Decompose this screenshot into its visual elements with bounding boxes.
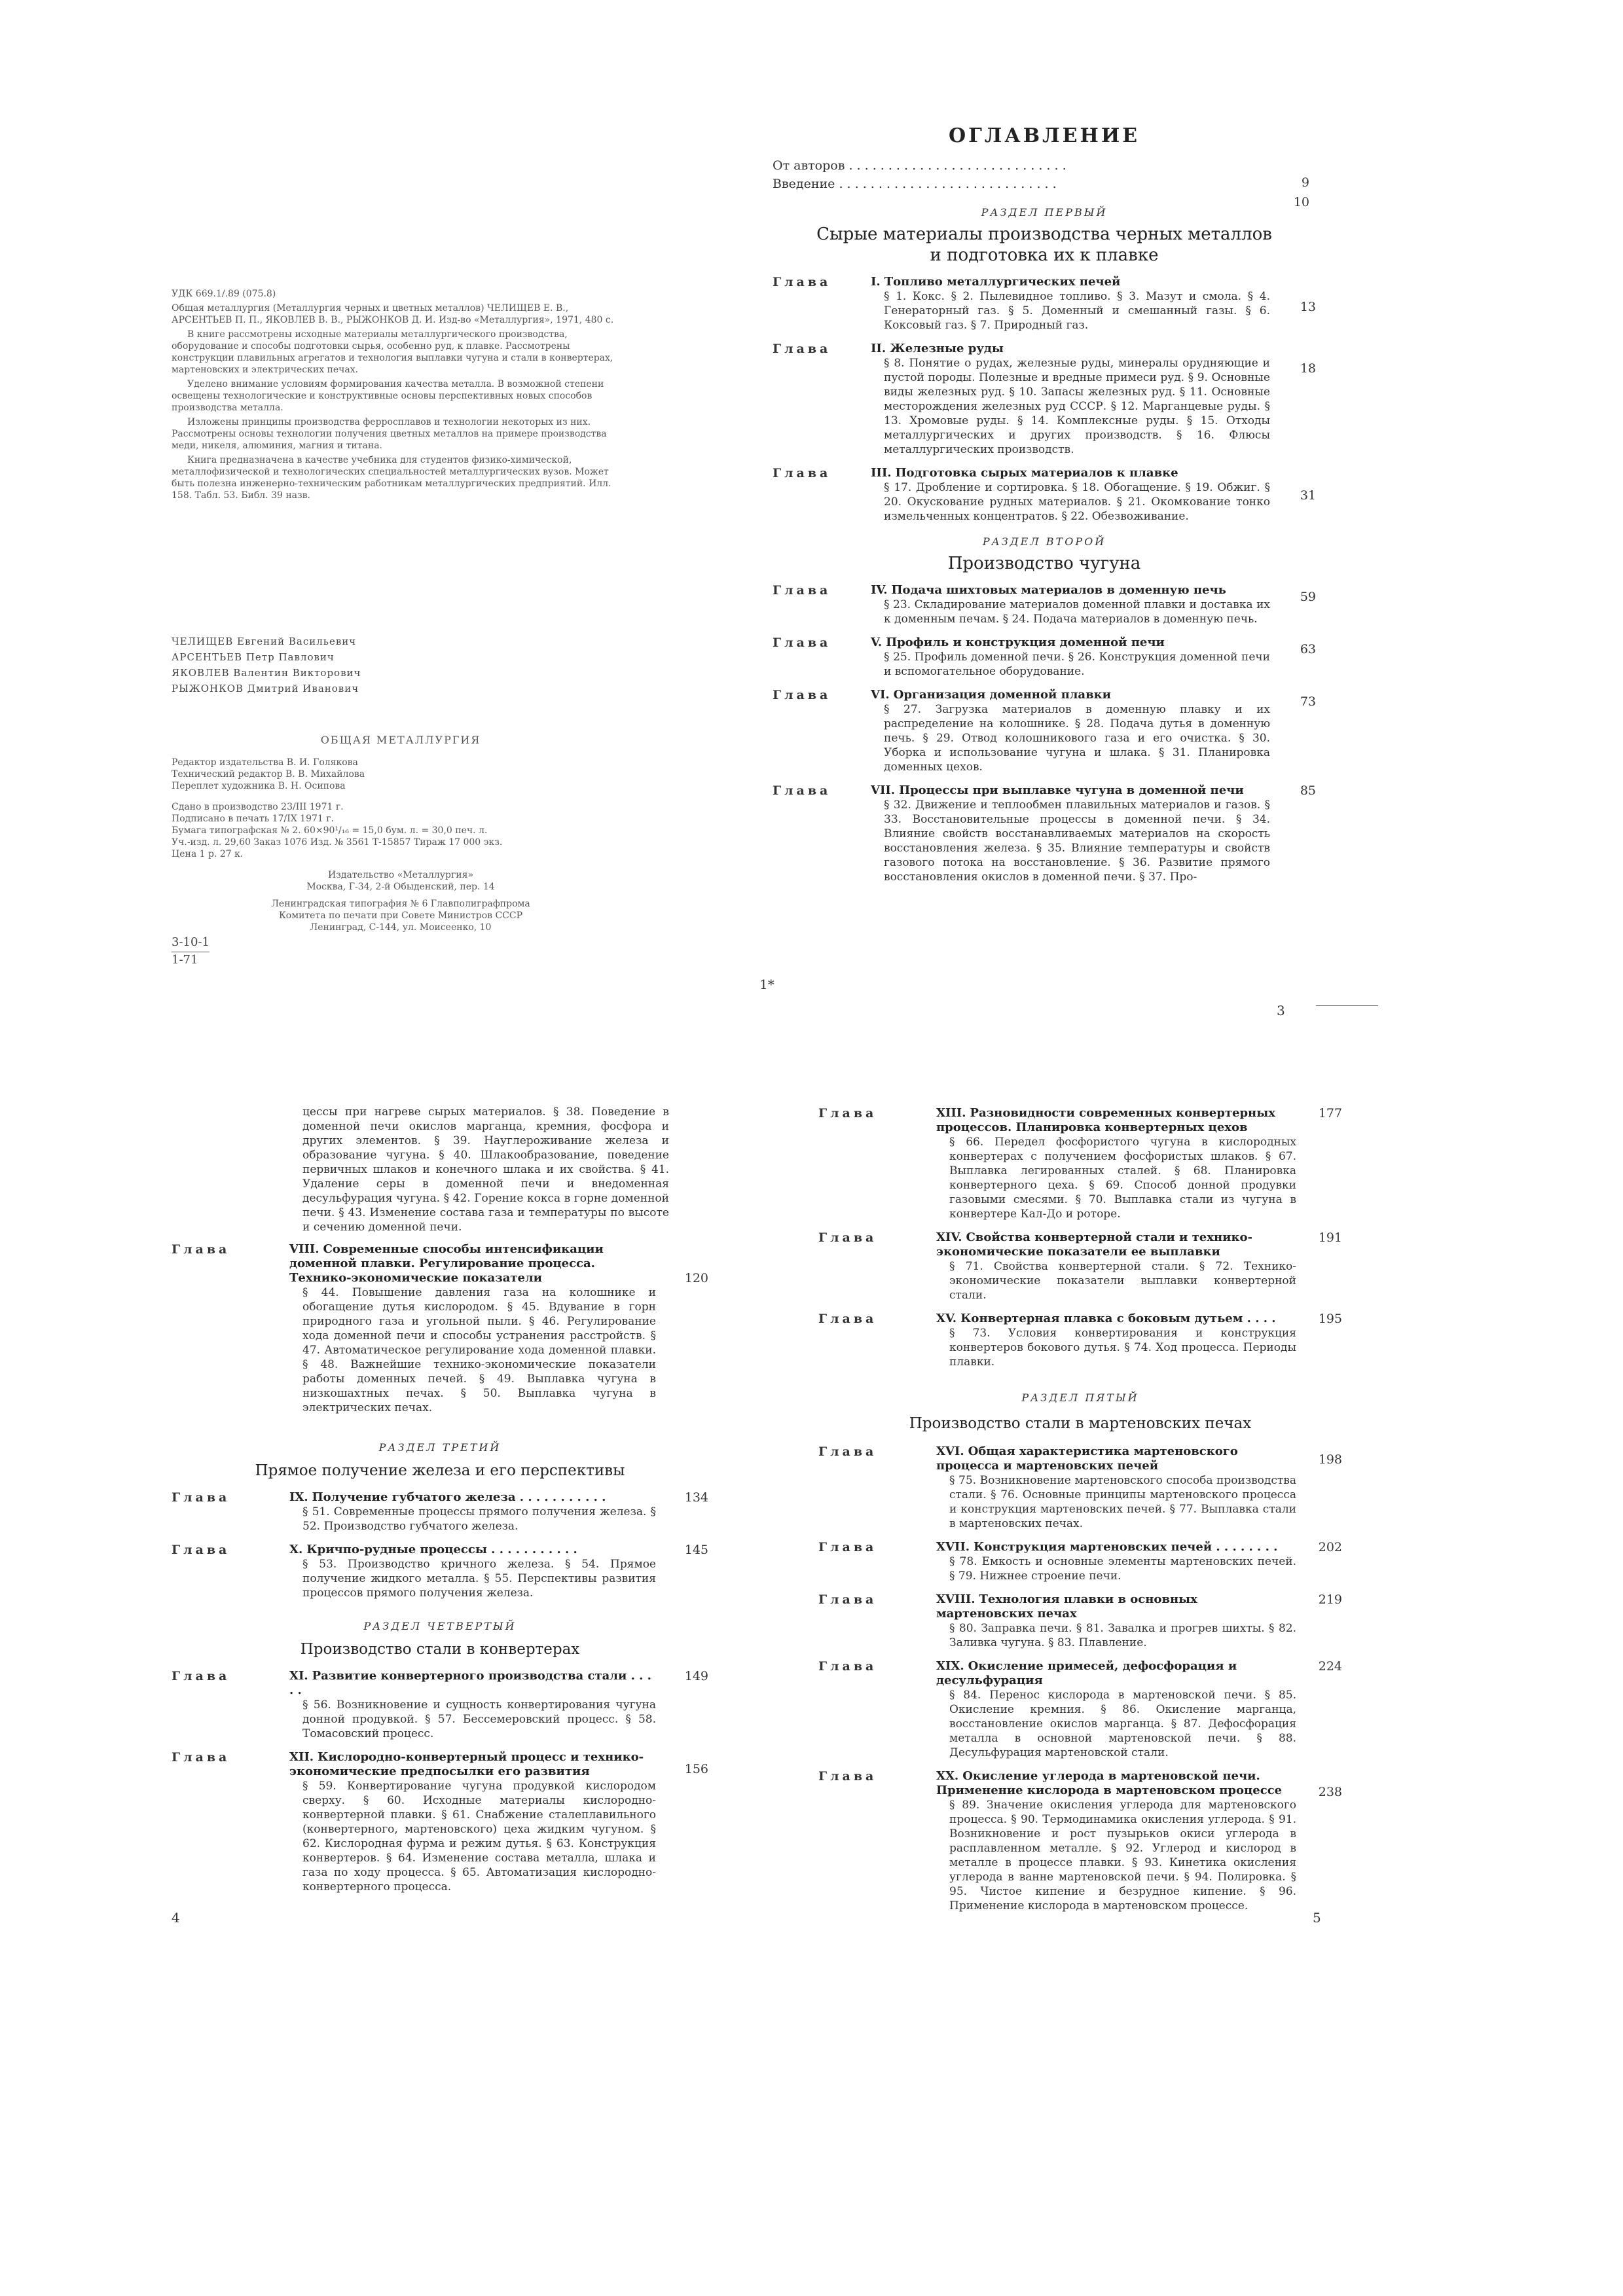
chapter-number: II. [871,342,886,355]
page-number: 59 [1300,590,1316,604]
toc-page-3 [773,124,1316,893]
chapter-title: XVII. Конструкция мартеновских печей . . . . . . . . [936,1540,1278,1554]
chapter-number: V. [871,636,883,649]
section-title: Прямое получение железа и его перспективы [255,1462,625,1479]
chapter-entry [818,1230,1342,1302]
chapter-title [289,1242,656,1285]
print-info-line: Подписано в печать 17/IX 1971 г. [172,814,335,824]
chapter-number: XV. [936,1312,957,1325]
chapter-paragraphs: § 78. Емкость и основные элементы мартеновских печей. § 79. Нижнее строение печи. [949,1555,1296,1583]
publisher-line: Издательство «Металлургия» [327,870,474,880]
chapter-number: XIV. [936,1230,962,1244]
catalog-code-top: 3-10-1 [172,935,210,952]
chapter-paragraphs: § 75. Возникновение мартеновского способа производства стали. § 76. Основные принципы мартеновского процесса и конструкция мартеновских печей. § 77. Выплавка стали в мартеновских печах. [949,1474,1296,1530]
page-number: 120 [684,1271,708,1285]
front-label: От авторов [773,158,845,173]
section-title: Сырые материалы производства черных металлов и подготовка их к плавке [816,224,1272,265]
udk-code: УДК 669.1/.89 (075.8) [172,289,276,299]
chapter-paragraphs: § 84. Перенос кислорода в мартеновской печи. § 85. Окисление кремния. § 86. Окисление марганца, восстановление окислов марганца. § 87. Дефосфорация металла в основной мартеновской печи. § 88. Десульфурация мартеновской стали. [949,1689,1296,1759]
chapter-entry [818,1444,1342,1531]
section-title: Производство стали в мартеновских печах [909,1415,1252,1432]
glava-label: Глава [172,1669,230,1683]
imprint-abstract-block [172,288,630,501]
chapter-number: XI. [289,1669,308,1683]
chapter-number: I. [871,275,881,289]
chapter-title-text: Подача шихтовых материалов в доменную печь [891,583,1226,597]
chapter-paragraphs: § 80. Заправка печи. § 81. Завалка и прогрев шихты. § 82. Заливка чугуна. § 83. Плавление. [949,1622,1296,1649]
dot-leader: . . . . . . . . . . . . . . . . . . . . . . . . . . . . [839,177,1057,191]
page-number: 191 [1318,1230,1342,1245]
chapter-title-text: Развитие конвертерного производства стали [312,1669,627,1683]
chapter-entry [773,466,1316,524]
chapter-title-text: Конструкция мартеновских печей [974,1540,1213,1554]
printer-line: Ленинградская типография № 6 Главполиграфпрома [271,899,530,909]
glava-label: Глава [773,688,831,702]
toc-page-4 [172,1105,708,1903]
chapter-title-text: Конвертерная плавка с боковым дутьем [960,1312,1243,1325]
chapter-entry [818,1592,1342,1650]
chapter-title-text: Кислородно-конвертерный процесс и технико-экономические предпосылки его развития [289,1750,644,1778]
chapter-title: X. Кричпо-рудные процессы . . . . . . . . . . . [289,1543,577,1556]
page-number: 224 [1318,1659,1342,1674]
chapter-title-text: Окисление углерода в мартеновской печи. Применение кислорода в мартеновском процессе [936,1769,1283,1797]
glava-label: Глава [818,1769,877,1784]
publication-details [172,734,630,933]
chapter-title-text: Топливо металлургических печей [884,275,1121,289]
page-folio: 5 [1313,1910,1321,1926]
chapter-entry [773,783,1316,884]
chapter-entry [773,688,1316,774]
chapter-number: III. [871,466,892,480]
chapter-paragraphs: § 25. Профиль доменной печи. § 26. Конструкция доменной печи и вспомогательное оборудование. [884,651,1270,678]
author-name: ЧЕЛИЩЕВ Евгений Васильевич [172,636,357,647]
glava-label: Глава [773,342,831,356]
page-number: 18 [1300,361,1316,376]
glava-label: Глава [172,1543,230,1557]
page-number: 9 [1301,175,1309,190]
chapter-paragraphs: § 51. Современные процессы прямого получения железа. § 52. Производство губчатого железа. [302,1505,656,1533]
section-title: Производство стали в конвертерах [300,1641,580,1658]
page-number: 31 [1300,488,1316,503]
publisher-line: Москва, Г-34, 2-й Обыденский, пер. 14 [306,882,495,892]
glava-label: Глава [773,275,831,289]
glava-label: Глава [818,1444,877,1459]
chapter-entry [172,1543,708,1600]
chapter-title [936,1444,1296,1473]
chapter-paragraphs: § 66. Передел фосфористого чугуна в кислородных конвертерах с получением фосфористых шлаков. § 67. Выплавка легированных сталей. § 68. Планировка конвертерного цеха. § 69. Способ донной продувки газовыми смесями. § 70. Выплавка стали из чугуна в конвертере Кал-До и роторе. [949,1136,1296,1221]
chapter-title-text: Современные способы интенсификации доменной плавки. Регулирование процесса. Технико-экономические показатели [289,1242,604,1285]
chapter-paragraphs: § 56. Возникновение и сущность конвертирования чугуна донной продувкой. § 57. Бессемеровский процесс. § 58. Томасовский процесс. [302,1698,656,1740]
chapter-title: XV. Конвертерная плавка с боковым дутьем . . . . [936,1312,1276,1325]
page-number: 195 [1318,1312,1342,1326]
chapter-entry [818,1769,1342,1913]
toc-page-5 [818,1106,1342,1922]
chapter-number: XIX. [936,1659,964,1673]
glava-label: Глава [818,1540,877,1554]
section-title: Производство чугуна [947,554,1141,573]
chapter-entry [172,1242,708,1415]
chapter-entry [818,1106,1342,1221]
staff-line: Технический редактор В. В. Михайлова [172,769,365,780]
glava-label: Глава [172,1490,230,1505]
page-number: 149 [684,1669,708,1683]
chapter-paragraphs: § 71. Свойства конвертерной стали. § 72. Технико-экономические показатели выплавки конвертерной стали. [949,1260,1296,1302]
chapter-title-text: Технология плавки в основных мартеновских печах [936,1592,1197,1621]
chapter-title-text: Процессы при выплавке чугуна в доменной печи [899,783,1244,797]
page-number: 85 [1300,783,1316,798]
staff-line: Редактор издательства В. И. Голякова [172,757,358,768]
chapter-number: XVII. [936,1540,970,1554]
page-number: 13 [1300,300,1316,314]
page-divider [1316,1005,1378,1006]
imprint-page [172,288,630,504]
chapter-entry [773,275,1316,332]
chapter-number: IX. [289,1490,308,1504]
chapter-entry [773,636,1316,679]
chapter-paragraphs: § 23. Складирование материалов доменной плавки и доставка их к доменным печам. § 24. Подача материалов в доменную печь. [884,598,1270,626]
glava-label: Глава [773,466,831,480]
chapter-title-text: Кричпо-рудные процессы [306,1543,487,1556]
chapter-title-text: Свойства конвертерной стали и технико-экономические показатели ее выплавки [936,1230,1252,1259]
chapter-paragraphs: § 44. Повышение давления газа на колошнике и обогащение дутья кислородом. § 45. Вдувание в горн природного газа и угольной пыли. § 46. Регулирование хода доменной печи и способы устранения расстройств. § 47. Автоматическое регулирование хода доменной плавки. § 48. Важнейшие технико-экономические показатели работы доменных печей. § 49. Выплавка чугуна в низкошахтных печах. § 50. Выплавка чугуна в электрических печах. [302,1286,656,1414]
glava-label: Глава [818,1659,877,1674]
section-label: РАЗДЕЛ ТРЕТИЙ [378,1441,501,1454]
page-number: 134 [684,1490,708,1505]
page-number: 156 [684,1762,708,1776]
chapter-entry [172,1669,708,1741]
chapter-title [871,783,1316,798]
chapter-title-text: Окисление примесей, дефосфорация и десульфурация [936,1659,1237,1687]
toc-front-row [773,175,1316,209]
chapter-title [936,1106,1296,1135]
chapter-number: XIII. [936,1106,966,1120]
chapter-paragraphs: § 73. Условия конвертирования и конструкция конвертеров бокового дутья. § 74. Ход процесса. Периоды плавки. [949,1327,1296,1369]
chapter-title [936,1230,1296,1259]
chapter-entry [818,1540,1342,1583]
chapter-paragraphs: § 32. Движение и теплообмен плавильных материалов и газов. § 33. Восстановительные процессы в доменной печи. § 34. Влияние свойств восстанавливаемых материалов на скорость восстановления железа. § 35. Влияние температуры и свойств газового потока на восстановление. § 36. Развитие прямого восстановления окислов в доменной печи. § 37. Про- [884,798,1270,884]
print-info-line: Уч.-изд. л. 29,60 Заказ 1076 Изд. № 3561 Т-15857 Тираж 17 000 экз. [172,837,503,848]
chapter-title [936,1592,1296,1621]
abstract-paragraph-2: Уделено внимание условиям формирования качества металла. В возможной степени освещены технологические и конструктивные основы перспективных новых способов производства металла. [172,379,604,413]
printer-line: Комитета по печати при Совете Министров СССР [278,910,523,921]
chapter-title [936,1769,1296,1798]
chapter-title [289,1750,656,1779]
glava-label: Глава [818,1106,877,1121]
continued-paragraphs: цессы при нагреве сырых материалов. § 38. Поведение в доменной печи окислов марганца, кремния, фосфора и других элементов. § 39. Науглероживание железа и образование чугуна. § 40. Шлакообразование, поведение первичных шлаков и конечного шлака и их свойства. § 41. Удаление серы в доменной печи и внедоменная десульфурация чугуна. § 42. Горение кокса в горне доменной печи. § 43. Изменение состава газа и температуры по высоте и сечению доменной печи. [302,1105,669,1234]
page-number: 10 [1293,195,1309,209]
chapter-number: X. [289,1543,303,1556]
author-name: АРСЕНТЬЕВ Петр Павлович [172,651,335,663]
chapter-title-text: Общая характеристика мартеновского процесса и мартеновских печей [936,1444,1238,1473]
page-number: 73 [1300,694,1316,709]
glava-label: Глава [773,636,831,650]
glava-label: Глава [818,1312,877,1326]
chapter-title [871,342,1316,356]
toc-title: ОГЛАВЛЕНИЕ [948,124,1140,147]
chapter-number: VII. [871,783,896,797]
signature-mark: 1* [759,977,775,992]
chapter-paragraphs: § 53. Производство кричного железа. § 54. Прямое получение жидкого металла. § 55. Перспективы развития процессов прямого получения железа. [302,1558,656,1600]
section-label: РАЗДЕЛ ВТОРОЙ [982,535,1106,548]
chapter-number: IV. [871,583,888,597]
abstract-paragraph-1: В книге рассмотрены исходные материалы металлургического производства, оборудование и способы подготовки сырья, особенно руд, к плавке. Рассмотрены конструкции плавильных агрегатов и технология выплавки чугуна и стали в конвертерах, мартеновских и электрических печах. [172,329,613,375]
chapter-entry [773,583,1316,626]
glava-label: Глава [818,1230,877,1245]
author-name: РЫЖОНКОВ Дмитрий Иванович [172,683,359,694]
chapter-paragraphs: § 89. Значение окисления углерода для мартеновского процесса. § 90. Термодинамика окисления углерода. § 91. Возникновение и рост пузырьков окиси углерода в расплавленном металле. § 92. Углерод и кислород в металле в процессе плавки. § 93. Кинетика окисления углерода в ванне мартеновской печи. § 94. Полировка. § 95. Чистое кипение и безрудное кипение. § 96. Применение кислорода в мартеновском процессе. [949,1799,1296,1912]
chapter-paragraphs: § 59. Конвертирование чугуна продувкой кислородом сверху. § 60. Исходные материалы кислородно-конвертерной плавки. § 61. Снабжение сталеплавильного (конвертерного, мартеновского) цеха жидким чугуном. § 62. Кислородная фурма и режим дутья. § 63. Конструкция конвертеров. § 64. Изменение состава металла, шлака и газа по ходу процесса. § 65. Автоматизация кислородно-конвертерного процесса. [302,1780,656,1893]
glava-label: Глава [773,783,831,798]
staff-line: Переплет художника В. Н. Осипова [172,781,346,791]
catalog-code-bottom: 1-71 [172,953,198,967]
chapter-title: IX. Получение губчатого железа . . . . . . . . . . . [289,1490,606,1504]
glava-label: Глава [172,1750,230,1765]
section-label: РАЗДЕЛ ПЯТЫЙ [1021,1391,1139,1404]
page-folio: 3 [1277,1003,1285,1018]
catalog-code [172,935,210,968]
chapter-paragraphs: § 1. Кокс. § 2. Пылевидное топливо. § 3. Мазут и смола. § 4. Генераторный газ. § 5. Доменный и смешанный газы. § 6. Коксовый газ. § 7. Природный газ. [884,290,1270,332]
chapter-title-text: Получение губчатого железа [312,1490,516,1504]
chapter-title: XI. Развитие конвертерного производства стали . . . . . [289,1669,651,1697]
chapter-title-text: Разновидности современных конвертерных процессов. Планировка конвертерных цехов [936,1106,1275,1134]
chapter-title-text: Профиль и конструкция доменной печи [886,636,1165,649]
dot-leader: . . . . . . . . . . . . . . . . . . . . . . . . . . . . [848,158,1067,173]
glava-label: Глава [818,1592,877,1607]
author-name: ЯКОВЛЕВ Валентин Викторович [172,667,361,679]
print-info-line: Сдано в производство 23/III 1971 г. [172,802,344,812]
chapter-number: XVIII. [936,1592,976,1606]
chapter-title-text: Подготовка сырых материалов к плавке [895,466,1178,480]
chapter-number: XVI. [936,1444,964,1458]
chapter-number: VI. [871,688,890,702]
chapter-title-text: Железные руды [890,342,1004,355]
chapter-title [936,1659,1296,1688]
chapter-title [871,636,1316,650]
glava-label: Глава [773,583,831,598]
chapter-title [871,466,1316,480]
section-label: РАЗДЕЛ ЧЕТВЕРТЫЙ [363,1620,517,1632]
chapter-entry [172,1750,708,1894]
front-label: Введение [773,177,835,191]
page-number: 202 [1318,1540,1342,1554]
section-label: РАЗДЕЛ ПЕРВЫЙ [981,206,1108,219]
chapter-entry [172,1490,708,1534]
chapter-entry [818,1659,1342,1760]
book-title: ОБЩАЯ МЕТАЛЛУРГИЯ [320,734,481,746]
page-number: 198 [1318,1452,1342,1467]
chapter-paragraphs: § 8. Понятие о рудах, железные руды, минералы орудняющие и пустой породы. Полезные и вредные примеси руд. § 9. Основные виды железных руд. § 10. Запасы железных руд. § 11. Основные месторождения железных руд СССР. § 12. Марганцевые руды. § 13. Хромовые руды. § 14. Комплексные руды. § 15. Отходы металлургических и других производств. § 16. Флюсы металлургических производств. [884,357,1270,456]
abstract-paragraph-3: Изложены принципы производства ферросплавов и технологии некоторых из них. Рассмотрены основы технологии получения цветных металлов на примере производства меди, никеля, алюминия, магния и титана. [172,417,607,451]
page-number: 238 [1318,1785,1342,1799]
chapter-title [871,688,1316,702]
print-info-line: Цена 1 р. 27 к. [172,849,244,859]
page-number: 63 [1300,642,1316,656]
page-number: 219 [1318,1592,1342,1607]
page-number: 177 [1318,1106,1342,1121]
bibliographic-description: Общая металлургия (Металлургия черных и цветных металлов) ЧЕЛИЩЕВ Е. В., АРСЕНТЬЕВ П. П., ЯКОВЛЕВ В. В., РЫЖОНКОВ Д. И. Изд-во «Металлургия», 1971, 480 с. [172,303,614,325]
chapter-entry [773,342,1316,457]
chapter-number: XII. [289,1750,314,1764]
print-info-line: Бумага типографская № 2. 60×90¹/₁₆ = 15,0 бум. л. = 30,0 печ. л. [172,825,488,836]
chapter-title [871,583,1316,598]
chapter-paragraphs: § 17. Дробление и сортировка. § 18. Обогащение. § 19. Обжиг. § 20. Окускование рудных материалов. § 21. Окомкование тонко измельченных концентратов. § 22. Обезвоживание. [884,481,1270,523]
authors-list [172,634,630,696]
chapter-number: XX. [936,1769,959,1783]
page-number: 145 [684,1543,708,1557]
printer-line: Ленинград, С-144, ул. Моисеенко, 10 [310,922,492,933]
chapter-paragraphs: § 27. Загрузка материалов в доменную плавку и их распределение на колошнике. § 28. Подача дутья в доменную печь. § 29. Отвод колошникового газа и его очистка. § 30. Уборка и использование чугуна и шлака. § 31. Планировка доменных цехов. [884,703,1270,774]
glava-label: Глава [172,1242,230,1257]
abstract-paragraph-4: Книга предназначена в качестве учебника для студентов физико-химической, металлофизической и технологических специальностей металлургических вузов. Может быть полезна инженерно-техническим работникам металлургических предприятий. Илл. 158. Табл. 53. Библ. 39 назв. [172,455,611,501]
page-folio: 4 [172,1910,180,1926]
chapter-title-text: Организация доменной плавки [893,688,1111,702]
chapter-entry [818,1312,1342,1369]
chapter-number: VIII. [289,1242,319,1256]
chapter-title [871,275,1316,289]
